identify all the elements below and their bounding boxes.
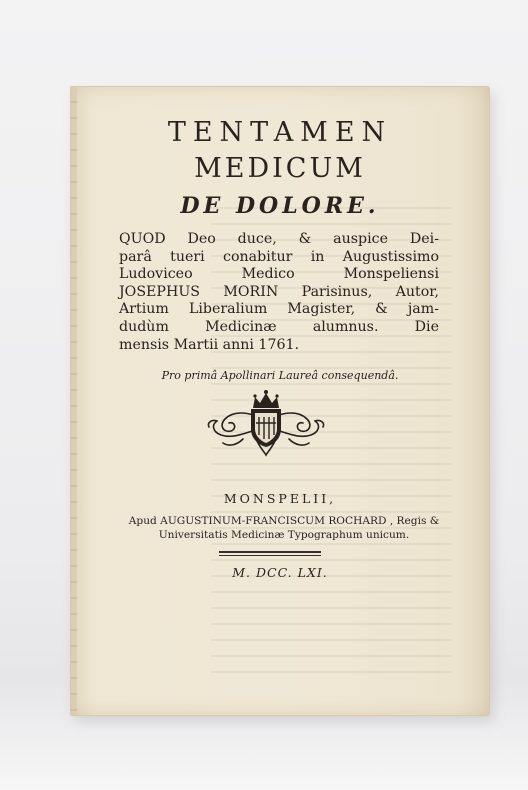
title-line-1: TENTAMEN	[167, 117, 393, 148]
degree-purpose-line: Pro primâ Apollinari Laureâ consequendâ.	[161, 369, 399, 382]
title-line-3: DE DOLORE.	[180, 193, 380, 219]
imprint-printer-line-2: Universitatis Medicinæ Typographum unicum.	[158, 529, 410, 541]
title-page	[70, 86, 490, 716]
thesis-body	[119, 231, 439, 354]
separator-rule	[219, 551, 321, 553]
body-line: Artium Liberalium Magister, & jam-	[119, 301, 439, 318]
body-line: JOSEPHUS MORIN Parisinus, Autor,	[119, 283, 439, 300]
crowned-shield-ornament-icon	[203, 389, 329, 457]
publication-year: M. DCC. LXI.	[232, 565, 328, 580]
imprint-printer-line-1: Apud AUGUSTINUM-FRANCISCUM ROCHARD , Regis &	[128, 515, 440, 527]
body-line: dudùm Medicinæ alumnus. Die	[119, 318, 439, 335]
body-line: mensis Martii anni 1761.	[119, 336, 300, 353]
imprint-city: MONSPELII,	[223, 491, 337, 506]
body-line: QUOD Deo duce, & auspice Dei-	[119, 231, 439, 247]
body-line: parâ tueri conabitur in Augustissimo	[119, 248, 439, 265]
body-line: Ludoviceo Medico Monspeliensi	[119, 266, 439, 283]
title-line-2: MEDICUM	[194, 153, 366, 184]
separator-rule-thin	[219, 555, 321, 556]
